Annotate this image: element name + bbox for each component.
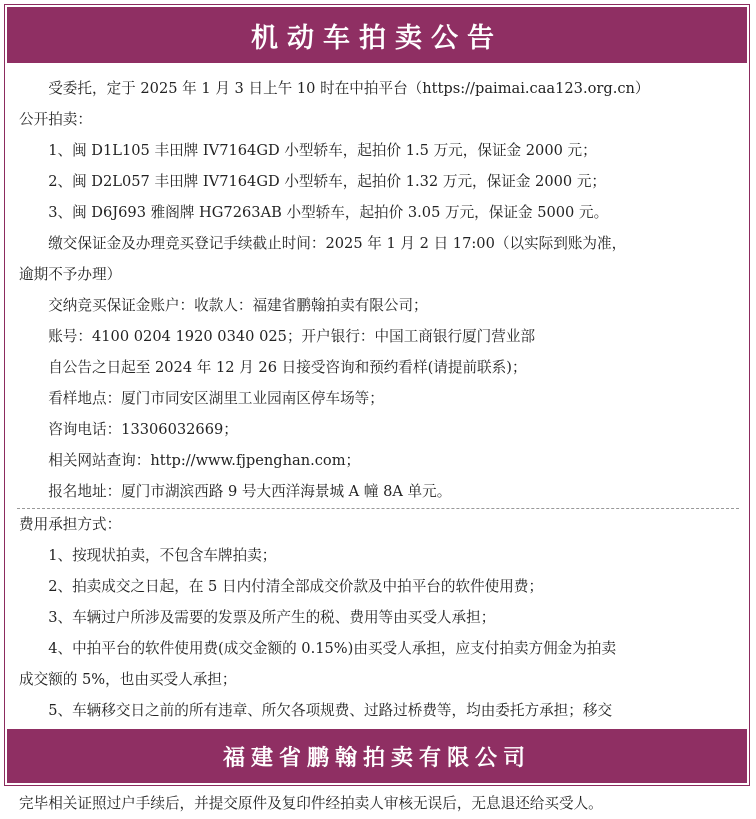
lot-item-3: 3、闽 D6J693 雅阁牌 HG7263AB 小型轿车，起拍价 3.05 万元，保证金 5000 元。 <box>48 204 609 221</box>
page-title: 机动车拍卖公告 <box>251 22 503 54</box>
deadline-line-2: 逾期不予办理） <box>19 266 122 283</box>
account-number: 账号：4100 0204 1920 0340 025；开户银行：中国工商银行厦门营业部 <box>48 328 536 345</box>
lot-item-2: 2、闽 D2L057 丰田牌 IV7164GD 小型轿车，起拍价 1.32 万元，保证金 2000 元； <box>48 173 607 190</box>
contact-phone: 咨询电话：13306032669； <box>48 421 238 438</box>
fee-item-2: 2、拍卖成交之日起，在 5 日内付清全部成交价款及中拍平台的软件使用费； <box>48 578 544 595</box>
fee-item-1: 1、按现状拍卖，不包含车牌拍卖； <box>48 547 277 564</box>
account-payee: 交纳竞买保证金账户：收款人：福建省鹏翰拍卖有限公司； <box>48 297 428 314</box>
announcement-body <box>19 73 737 819</box>
fee-item-3: 3、车辆过户所涉及需要的发票及所产生的税、费用等由买受人承担； <box>48 609 496 626</box>
fees-title: 费用承担方式： <box>19 516 122 533</box>
website-line: 相关网站查询：http://www.fjpenghan.com； <box>48 452 361 469</box>
fee-item-4-line-2: 成交额的 5%，也由买受人承担； <box>19 671 237 688</box>
company-name: 福建省鹏翰拍卖有限公司 <box>222 745 531 771</box>
fee-item-4-line-1: 4、中拍平台的软件使用费(成交金额的 0.15%)由买受人承担，应支付拍卖方佣金为拍卖 <box>48 640 617 657</box>
lot-item-1: 1、闽 D1L105 丰田牌 IV7164GD 小型轿车，起拍价 1.5 万元，保证金 2000 元； <box>48 142 597 159</box>
viewing-period: 自公告之日起至 2024 年 12 月 26 日接受咨询和预约看样(请提前联系)； <box>48 359 527 376</box>
deadline-line-1: 缴交保证金及办理竞买登记手续截止时间：2025 年 1 月 2 日 17:00（以实际到账为准， <box>48 235 627 252</box>
footer-banner <box>7 729 747 783</box>
intro-line-2: 公开拍卖： <box>19 111 92 128</box>
viewing-place: 看样地点：厦门市同安区湖里工业园南区停车场等； <box>48 390 384 407</box>
registration-address: 报名地址：厦门市湖滨西路 9 号大西洋海景城 A 幢 8A 单元。 <box>48 483 452 500</box>
fee-item-6-line-2: 完毕相关证照过户手续后，并提交原件及复印件经拍卖人审核无误后，无息退还给买受人。 <box>19 795 603 812</box>
intro-line-1: 受委托，定于 2025 年 1 月 3 日上午 10 时在中拍平台（https://paimai.caa123.org.cn） <box>48 80 650 97</box>
fee-item-5-line-1: 5、车辆移交日之前的所有违章、所欠各项规费、过路过桥费等，均由委托方承担；移交 <box>48 702 613 719</box>
header-banner <box>7 7 747 63</box>
announcement-frame <box>4 4 750 812</box>
